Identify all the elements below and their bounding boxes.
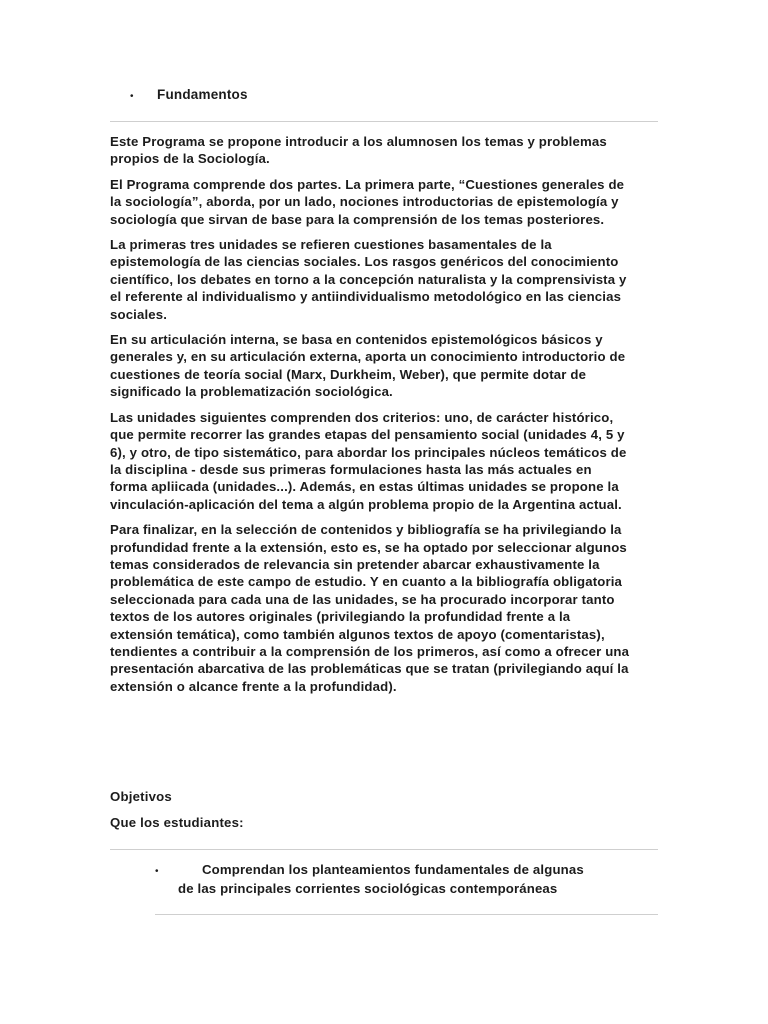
objective-item	[178, 860, 658, 898]
objectives-heading: Objetivos	[110, 789, 172, 804]
paragraph-6: Para finalizar, en la selección de contenidos y bibliografía se ha privilegiando la profundidad frente a la extensión, esto es, se ha optado por seleccionar algunos temas considerados de relevancia sin pretender abarcar exhaustivamente la problemática de este campo de estudio. Y en cuanto a la bibliografía obligatoria seleccionada para cada una de las unidades, se ha procurado incorporar tanto textos de los autores originales (privilegiando la profundidad frente a la extensión temática), como también algunos textos de apoyo (comentaristas), tendientes a contribuir a la comprensión de los primeros, así como a ofrecer una presentación abarcativa de las problemáticas que se tratan (privilegiando aquí la extensión o alcance frente a la profundidad).	[110, 522, 630, 694]
paragraph-1: Este Programa se propone introducir a los alumnosen los temas y problemas propios de la Sociología.	[110, 134, 607, 167]
objectives-divider-bottom	[155, 914, 658, 915]
objective-bullet-marker: •	[155, 866, 159, 877]
paragraph-2: El Programa comprende dos partes. La primera parte, “Cuestiones generales de la sociología”, aborda, por un lado, nociones introductorias de epistemología y sociología que sirvan de base para la comprensión de los temas posteriores.	[110, 176, 625, 227]
objective-line-2: de las principales corrientes sociológicas contemporáneas	[178, 881, 558, 896]
objectives-intro: Que los estudiantes:	[110, 815, 244, 830]
section-heading-fundamentos: Fundamentos	[157, 87, 248, 102]
objectives-divider-top	[110, 849, 658, 850]
section-divider	[110, 121, 658, 122]
bullet-marker: •	[130, 91, 134, 102]
paragraph-5: Las unidades siguientes comprenden dos criterios: uno, de carácter histórico, que permite recorrer las grandes etapas del pensamiento social (unidades 4, 5 y 6), y otro, de tipo sistemático, para abordar los principales núcleos temáticos de la disciplina - desde sus primeras formulaciones hasta las más actuales en forma apliicada (unidades...). Además, en estas últimas unidades se propone la vinculación-aplicación del tema a algún problema propio de la Argentina actual.	[110, 409, 627, 512]
paragraph-3: La primeras tres unidades se refieren cuestiones basamentales de la epistemología de las ciencias sociales. Los rasgos genéricos del conocimiento científico, los debates en torno a la concepción naturalista y la comprensivista y el referente al individualismo y antiindividualismo metodológico en las ciencias sociales.	[110, 237, 627, 322]
objective-line-1: Comprendan los planteamientos fundamentales de algunas	[202, 862, 584, 877]
paragraph-4: En su articulación interna, se basa en contenidos epistemológicos básicos y generales y, en su articulación externa, aporta un conocimiento introductorio de cuestiones de teoría social (Marx, Durkheim, Weber), que permite dotar de significado la problematización sociológica.	[110, 332, 626, 400]
body-text	[110, 133, 630, 703]
